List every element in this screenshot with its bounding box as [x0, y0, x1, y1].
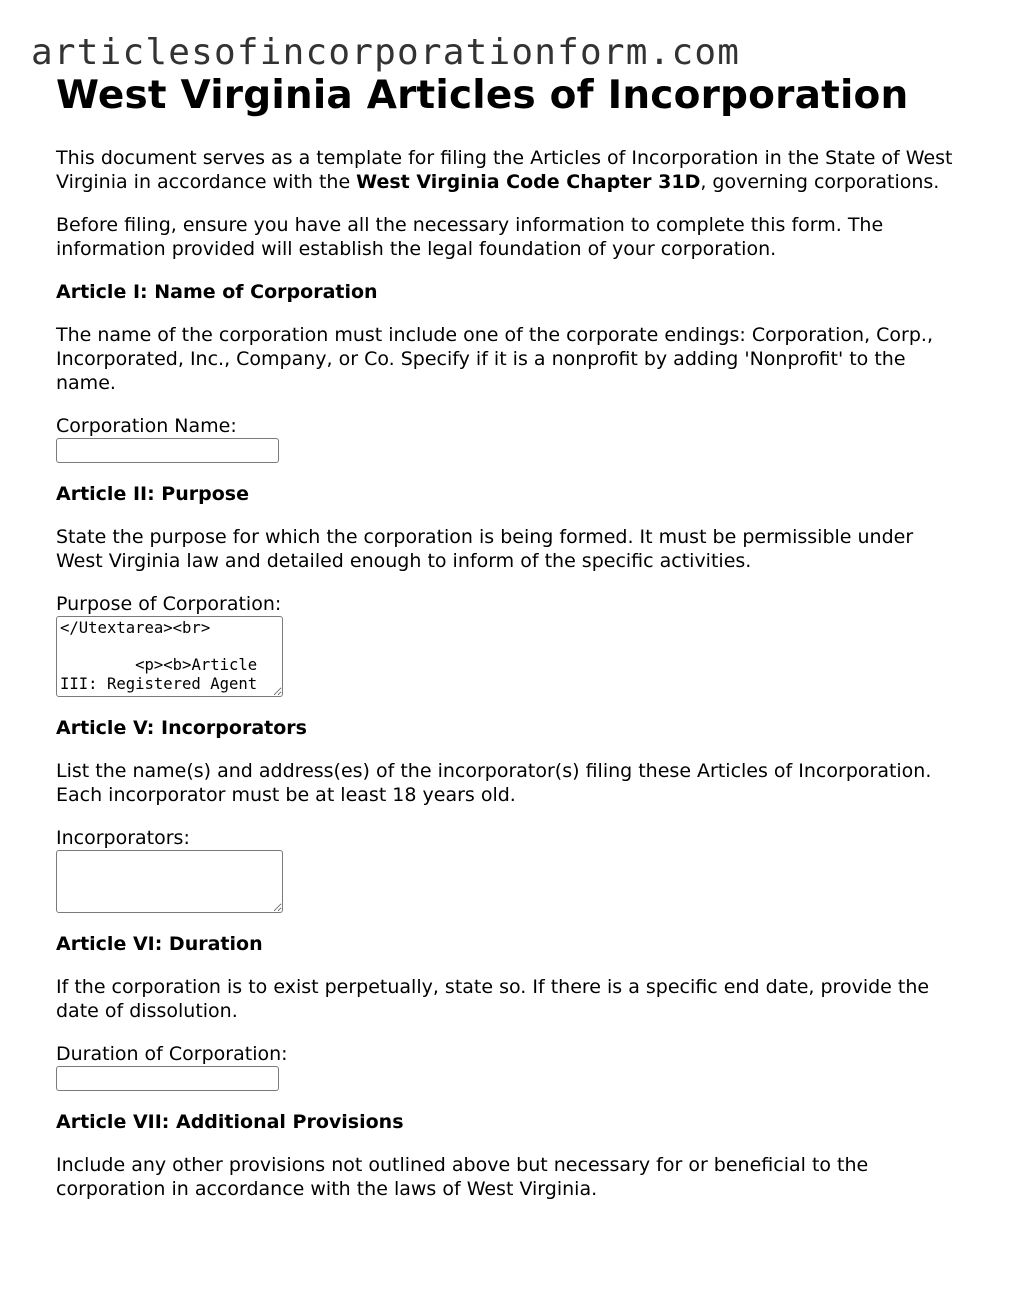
corporation-name-label: Corporation Name:	[56, 415, 237, 437]
page-title: West Virginia Articles of Incorporation	[56, 73, 909, 118]
incorporators-label: Incorporators:	[56, 827, 190, 849]
article-2-description: State the purpose for which the corporation is being formed. It must be permissible under West Virginia law and detailed enough to inform of the specific activities.	[56, 526, 914, 572]
purpose-label: Purpose of Corporation:	[56, 593, 282, 615]
intro-text-after: , governing corporations.	[700, 171, 940, 193]
article-1-description: The name of the corporation must include one of the corporate endings: Corporation, Corp., Incorporated, Inc., Company, or Co. Specify if it is a nonprofit by adding 'Nonprofit' to the name.	[56, 324, 933, 394]
filing-note-paragraph: Before filing, ensure you have all the necessary information to complete this form. The information provided will establish the legal foundation of your corporation.	[56, 214, 884, 260]
article-6-description: If the corporation is to exist perpetually, state so. If there is a specific end date, provide the date of dissolution.	[56, 976, 930, 1022]
duration-input[interactable]	[56, 1066, 279, 1091]
corporation-name-input[interactable]	[56, 438, 279, 463]
intro-paragraph	[56, 146, 956, 194]
article-5-heading: Article V: Incorporators	[56, 717, 307, 739]
incorporators-textarea[interactable]	[56, 850, 283, 913]
site-watermark: articlesofincorporationform.com	[31, 32, 741, 73]
intro-code-reference: West Virginia Code Chapter 31D	[356, 171, 701, 193]
article-7-heading: Article VII: Additional Provisions	[56, 1111, 404, 1133]
duration-label: Duration of Corporation:	[56, 1043, 288, 1065]
article-2-field-group	[56, 592, 956, 697]
purpose-textarea[interactable]	[56, 616, 283, 697]
article-5-field-group	[56, 826, 956, 913]
intro-text-before: This document serves as a template for filing the Articles of Incorporation in the State of West Virginia in accordance with the	[56, 147, 953, 193]
article-6-heading: Article VI: Duration	[56, 933, 263, 955]
document-body	[56, 72, 956, 1201]
article-7-description: Include any other provisions not outlined above but necessary for or beneficial to the corporation in accordance with the laws of West Virginia.	[56, 1154, 869, 1200]
article-6-field-group	[56, 1042, 956, 1091]
article-5-description: List the name(s) and address(es) of the incorporator(s) filing these Articles of Incorporation. Each incorporator must be at least 18 years old.	[56, 760, 932, 806]
article-1-heading: Article I: Name of Corporation	[56, 281, 378, 303]
article-2-heading: Article II: Purpose	[56, 483, 249, 505]
article-1-field-group	[56, 414, 956, 463]
